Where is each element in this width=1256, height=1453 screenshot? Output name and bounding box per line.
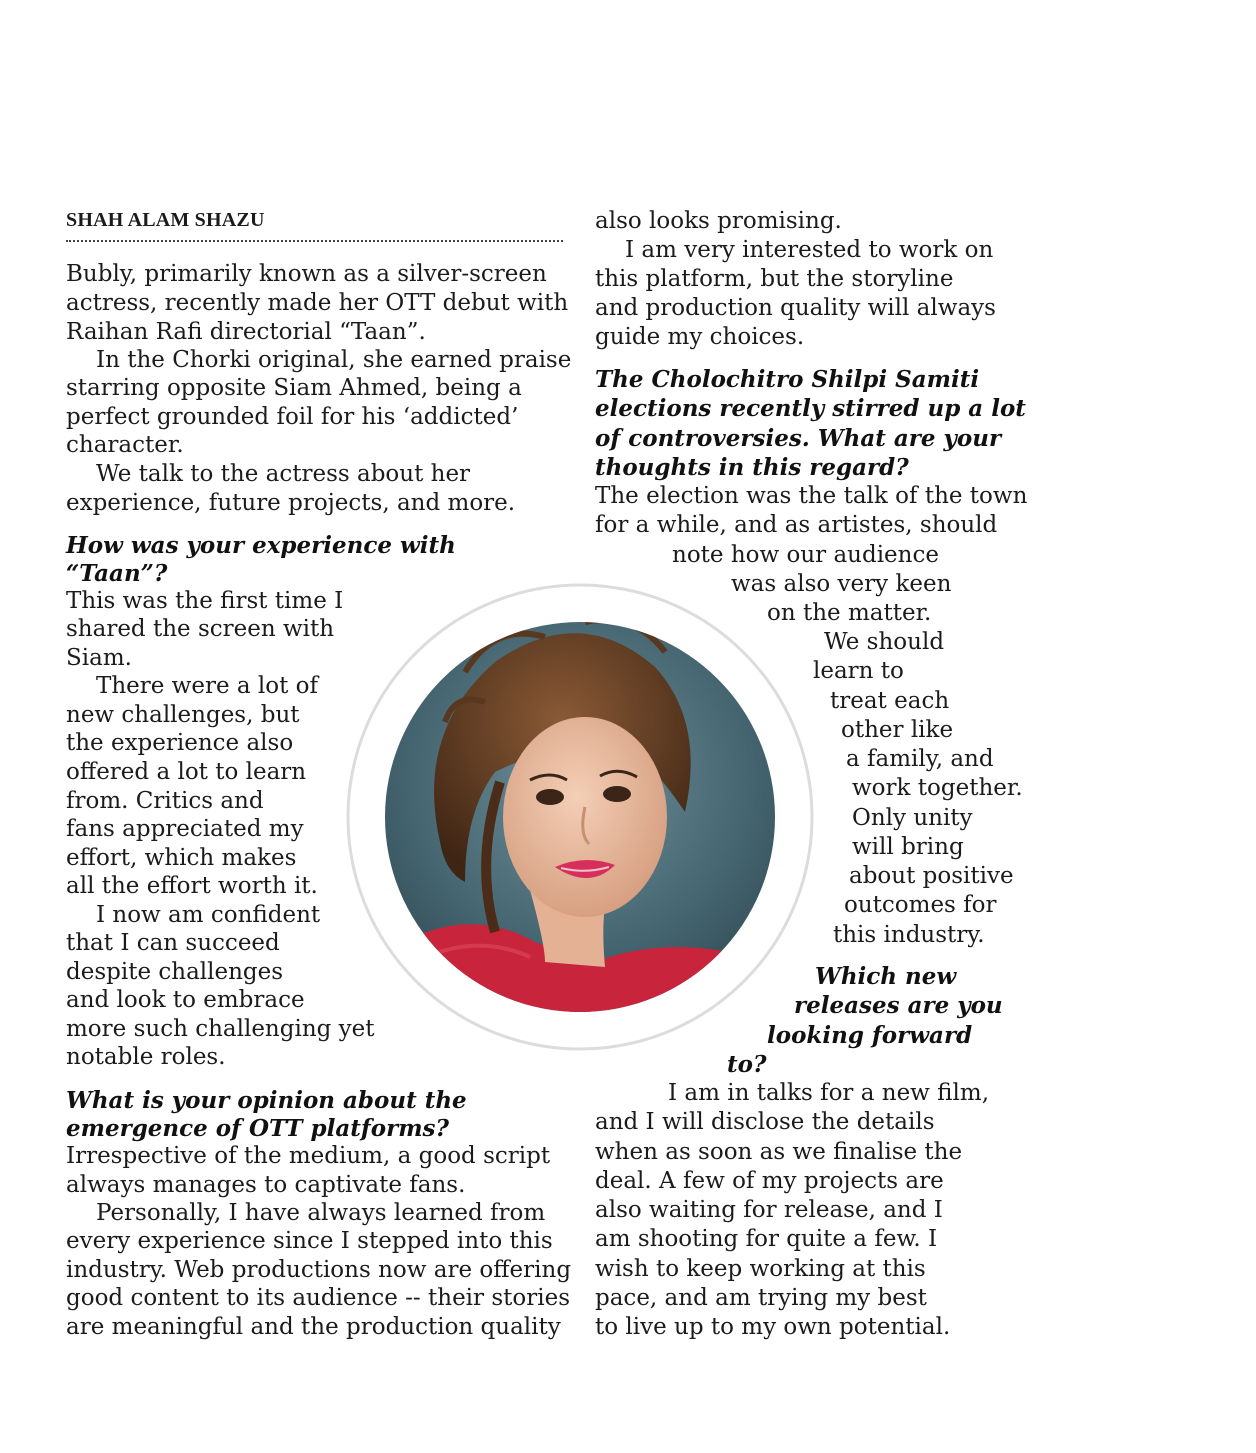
paragraph-line: starring opposite Siam Ahmed, being a bbox=[66, 375, 522, 401]
paragraph-line: good content to its audience -- their stories bbox=[66, 1285, 571, 1311]
paragraph-line: treat each bbox=[830, 688, 950, 714]
paragraph-line: Raihan Rafi directorial “Taan”. bbox=[66, 319, 426, 345]
paragraph-line: from. Critics and bbox=[66, 788, 264, 814]
paragraph-line: We should bbox=[824, 629, 945, 655]
paragraph-line: am shooting for quite a few. I bbox=[595, 1226, 938, 1252]
paragraph-line: to live up to my own potential. bbox=[595, 1314, 951, 1340]
paragraph-line: There were a lot of bbox=[96, 673, 319, 699]
paragraph-line: Only unity bbox=[852, 805, 973, 831]
portrait-photo bbox=[345, 582, 815, 1052]
paragraph-line: work together. bbox=[852, 775, 1023, 801]
paragraph-line: will bring bbox=[852, 834, 964, 860]
paragraph-line: other like bbox=[841, 717, 954, 743]
paragraph-line: perfect grounded foil for his ‘addicted’ bbox=[66, 404, 519, 430]
paragraph-line: The election was the talk of the town bbox=[595, 483, 1028, 509]
question-heading: elections recently stirred up a lot bbox=[595, 395, 1026, 422]
paragraph-line: actress, recently made her OTT debut with bbox=[66, 290, 569, 316]
paragraph-line: when as soon as we finalise the bbox=[595, 1139, 963, 1165]
question-heading: What is your opinion about the bbox=[66, 1087, 467, 1114]
byline: SHAH ALAM SHAZU bbox=[66, 209, 265, 231]
question-heading: emergence of OTT platforms? bbox=[66, 1115, 449, 1142]
question-heading: Which new bbox=[815, 963, 957, 990]
paragraph-line: experience, future projects, and more. bbox=[66, 490, 516, 516]
paragraph-line: I now am confident bbox=[96, 902, 321, 928]
paragraph-line: Bubly, primarily known as a silver-screen bbox=[66, 261, 547, 287]
paragraph-line: guide my choices. bbox=[595, 324, 805, 350]
question-heading: The Cholochitro Shilpi Samiti bbox=[595, 366, 980, 393]
paragraph-line: industry. Web productions now are offering bbox=[66, 1257, 572, 1283]
paragraph-line: this platform, but the storyline bbox=[595, 266, 954, 292]
paragraph-line: all the effort worth it. bbox=[66, 873, 318, 899]
byline-divider bbox=[66, 240, 563, 242]
paragraph-line: offered a lot to learn bbox=[66, 759, 307, 785]
paragraph-line: the experience also bbox=[66, 730, 294, 756]
paragraph-line: I am very interested to work on bbox=[625, 237, 994, 263]
paragraph-line: every experience since I stepped into this bbox=[66, 1228, 553, 1254]
question-heading: “Taan”? bbox=[66, 560, 168, 587]
paragraph-line: fans appreciated my bbox=[66, 816, 304, 842]
paragraph-line: shared the screen with bbox=[66, 616, 335, 642]
paragraph-line: Irrespective of the medium, a good script bbox=[66, 1143, 551, 1169]
paragraph-line: and production quality will always bbox=[595, 295, 996, 321]
paragraph-line: outcomes for bbox=[844, 892, 997, 918]
paragraph-line: pace, and am trying my best bbox=[595, 1285, 927, 1311]
paragraph-line: and I will disclose the details bbox=[595, 1109, 935, 1135]
paragraph-line: This was the first time I bbox=[66, 588, 344, 614]
paragraph-line: that I can succeed bbox=[66, 930, 280, 956]
question-heading: releases are you bbox=[794, 992, 1003, 1019]
paragraph-line: We talk to the actress about her bbox=[96, 461, 471, 487]
paragraph-line: and look to embrace bbox=[66, 987, 305, 1013]
paragraph-line: character. bbox=[66, 432, 184, 458]
paragraph-line: deal. A few of my projects are bbox=[595, 1168, 944, 1194]
paragraph-line: despite challenges bbox=[66, 959, 284, 985]
question-heading: looking forward bbox=[767, 1022, 973, 1049]
paragraph-line: are meaningful and the production quality bbox=[66, 1314, 561, 1340]
question-heading: of controversies. What are your bbox=[595, 425, 1002, 452]
question-heading: How was your experience with bbox=[66, 532, 456, 559]
question-heading: to? bbox=[727, 1051, 767, 1078]
paragraph-line: wish to keep working at this bbox=[595, 1256, 926, 1282]
paragraph-line: learn to bbox=[813, 658, 904, 684]
paragraph-line: more such challenging yet bbox=[66, 1016, 375, 1042]
paragraph-line: effort, which makes bbox=[66, 845, 297, 871]
paragraph-line: this industry. bbox=[833, 922, 985, 948]
paragraph-line: always manages to captivate fans. bbox=[66, 1172, 466, 1198]
paragraph-line: also waiting for release, and I bbox=[595, 1197, 943, 1223]
paragraph-line: also looks promising. bbox=[595, 208, 842, 234]
paragraph-line: for a while, and as artistes, should bbox=[595, 512, 998, 538]
paragraph-line: on the matter. bbox=[767, 600, 932, 626]
paragraph-line: I am in talks for a new film, bbox=[668, 1080, 990, 1106]
paragraph-line: note how our audience bbox=[672, 542, 939, 568]
paragraph-line: about positive bbox=[849, 863, 1014, 889]
question-heading: thoughts in this regard? bbox=[595, 454, 909, 481]
paragraph-line: a family, and bbox=[846, 746, 994, 772]
paragraph-line: was also very keen bbox=[731, 571, 952, 597]
paragraph-line: new challenges, but bbox=[66, 702, 300, 728]
paragraph-line: Personally, I have always learned from bbox=[96, 1200, 546, 1226]
paragraph-line: notable roles. bbox=[66, 1044, 226, 1070]
paragraph-line: Siam. bbox=[66, 645, 132, 671]
paragraph-line: In the Chorki original, she earned praise bbox=[96, 347, 572, 373]
